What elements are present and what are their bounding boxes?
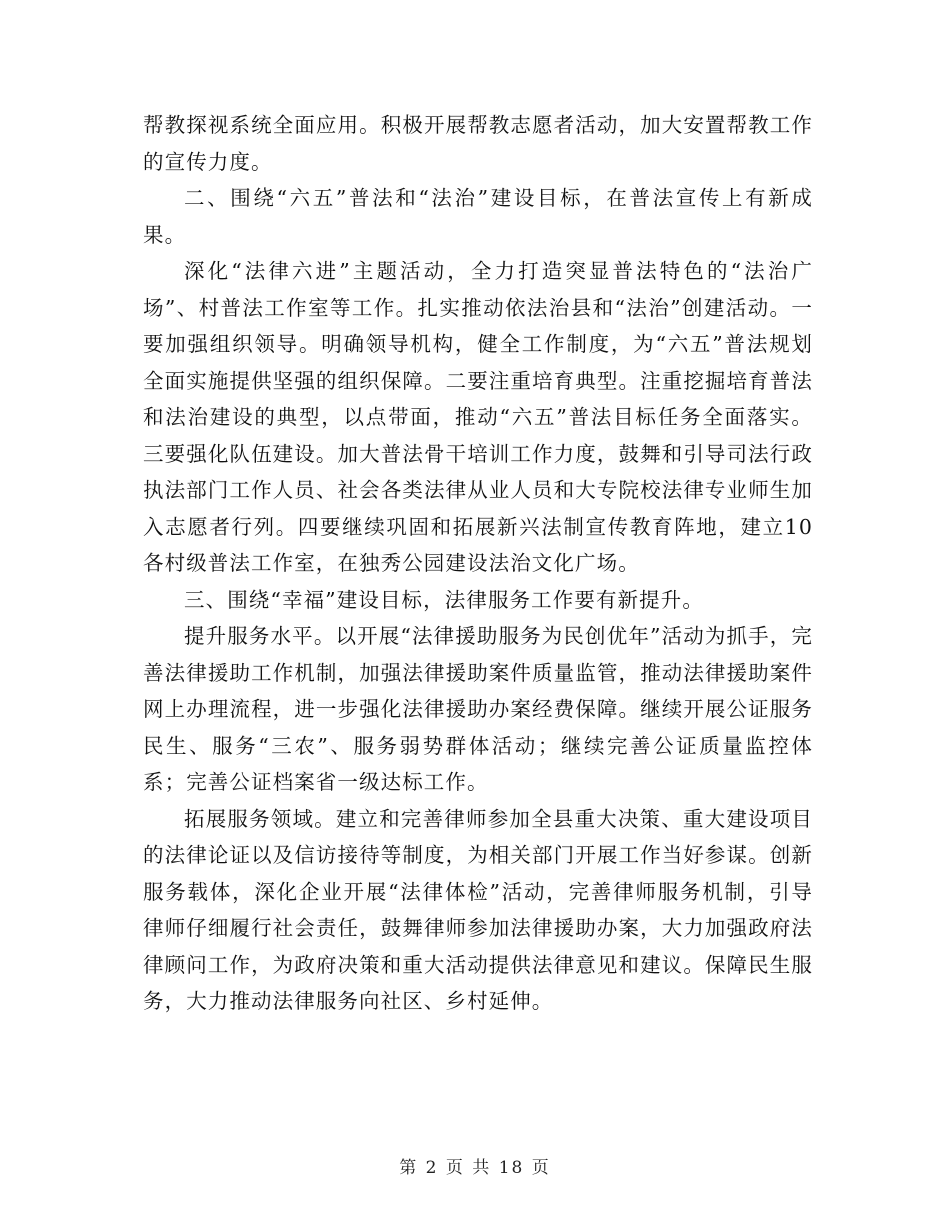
paragraph-5: 提升服务水平。以开展“法律援助服务为民创优年”活动为抓手，完善法律援助工作机制，加强法律援助案件质量监管，推动法律援助案件网上办理流程，进一步强化法律援助办案经费保障。继续开展公证服务民生、服务“三农”、服务弱势群体活动；继续完善公证质量监控体系；完善公证档案省一级达标工作。 <box>143 624 813 794</box>
page-number-footer: 第 2 页 共 18 页 <box>399 1158 551 1178</box>
paragraph-6: 拓展服务领域。建立和完善律师参加全县重大决策、重大建设项目的法律论证以及信访接待等制度，为相关部门开展工作当好参谋。创新服务载体，深化企业开展“法律体检”活动，完善律师服务机制，引导律师仔细履行社会责任，鼓舞律师参加法律援助办案，大力加强政府法律顾问工作，为政府决策和重大活动提供法律意见和建议。保障民生服务，大力推动法律服务向社区、乡村延伸。 <box>143 806 813 1013</box>
paragraph-3: 深化“法律六进”主题活动，全力打造突显普法特色的“法治广场”、村普法工作室等工作。扎实推动依法治县和“法治”创建活动。一要加强组织领导。明确领导机构，健全工作制度，为“六五”普法规划全面实施提供坚强的组织保障。二要注重培育典型。注重挖掘培育普法和法治建设的典型，以点带面，推动“六五”普法目标任务全面落实。三要强化队伍建设。加大普法骨干培训工作力度，鼓舞和引导司法行政执法部门工作人员、社会各类法律从业人员和大专院校法律专业师生加入志愿者行列。四要继续巩固和拓展新兴法制宣传教育阵地，建立10各村级普法工作室，在独秀公园建设法治文化广场。 <box>143 259 813 575</box>
section-heading-3: 三、围绕“幸福”建设目标，法律服务工作要有新提升。 <box>184 587 704 612</box>
paragraph-1: 帮教探视系统全面应用。积极开展帮教志愿者活动，加大安置帮教工作的宣传力度。 <box>143 113 813 174</box>
document-body <box>143 107 813 1020</box>
section-heading-2: 二、围绕“六五”普法和“法治”建设目标，在普法宣传上有新成果。 <box>143 186 813 247</box>
